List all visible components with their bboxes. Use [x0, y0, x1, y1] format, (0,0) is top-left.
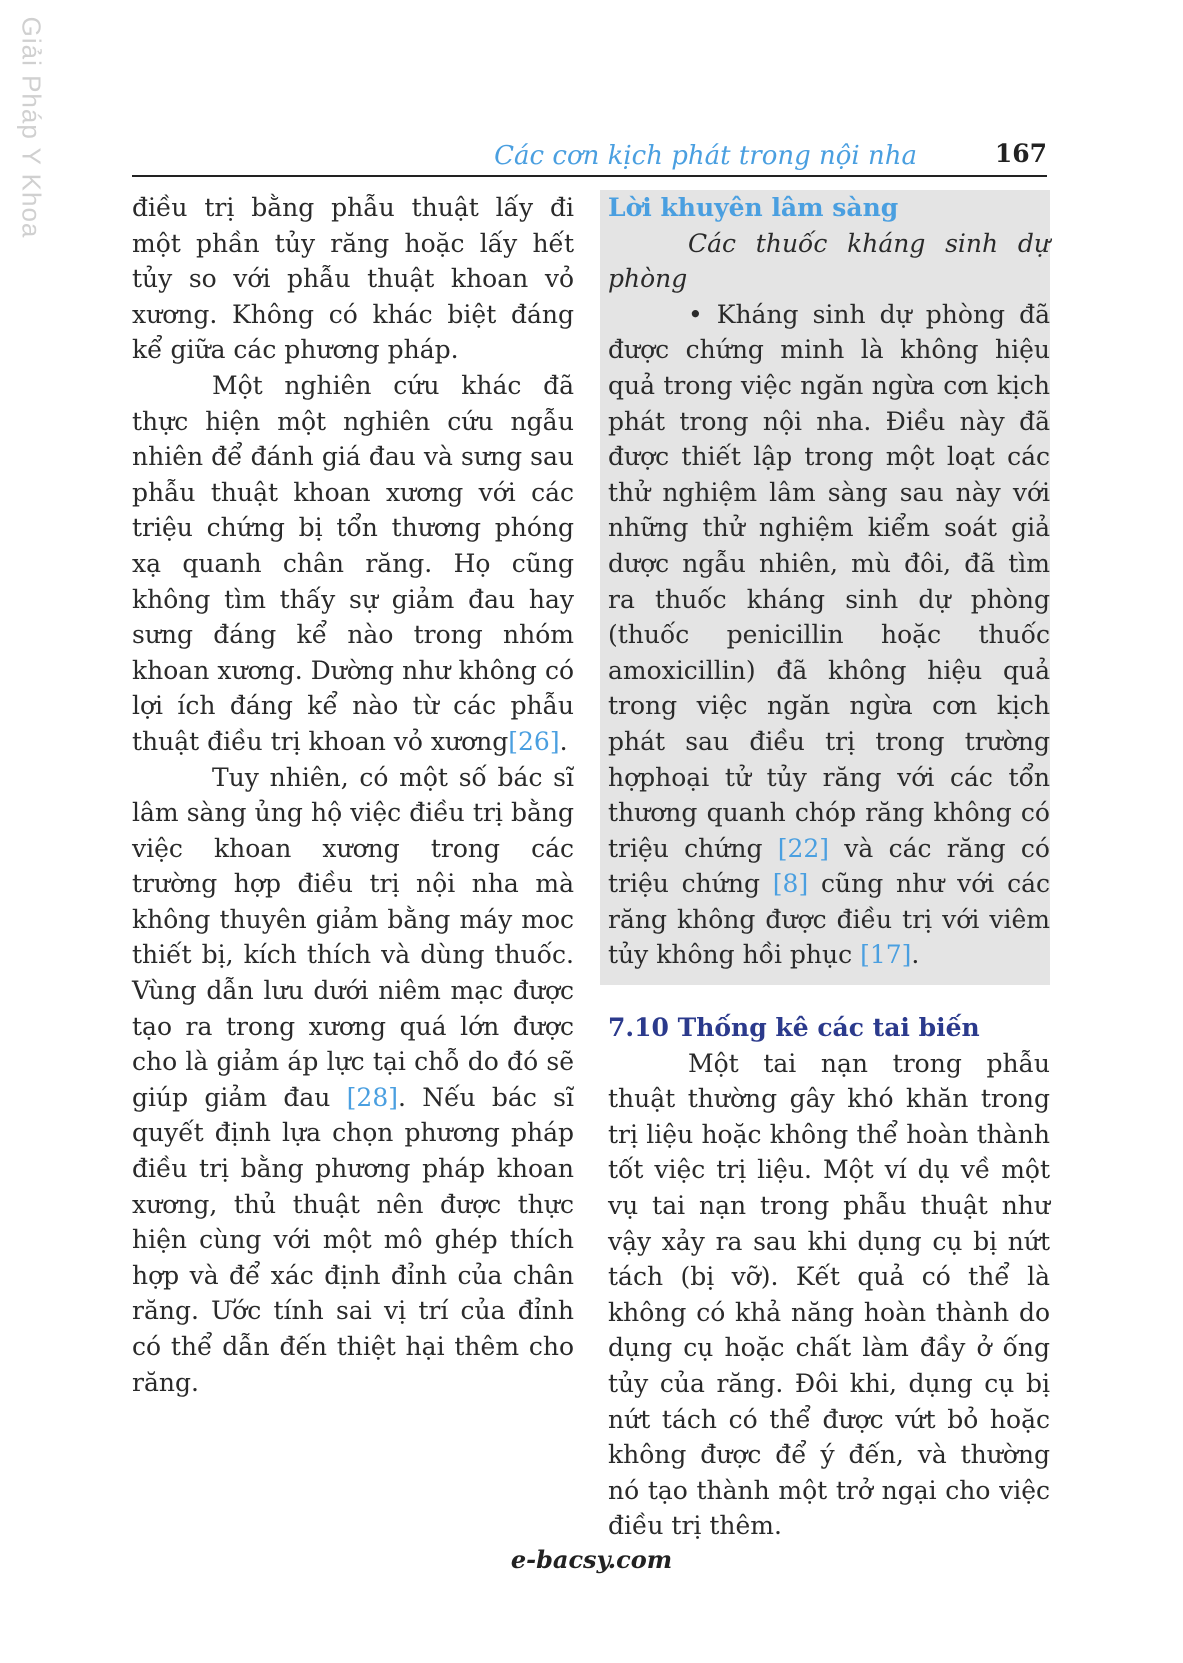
- watermark-text: Giải Pháp Y Khoa: [16, 16, 47, 239]
- chapter-title: Các cơn kịch phát trong nội nha: [494, 141, 917, 171]
- citation-26[interactable]: [26]: [508, 726, 560, 756]
- citation-22[interactable]: [22]: [777, 833, 830, 863]
- citation-28[interactable]: [28]: [346, 1082, 398, 1112]
- left-paragraph-1: điều trị bằng phẫu thuật lấy đi một phần tủy răng hoặc lấy hết tủy so với phẫu thuật khoan vỏ xương. Không có khác biệt đáng kể giữa các phương pháp.: [132, 193, 574, 365]
- left-paragraph-3: [132, 760, 574, 1401]
- left-paragraph-2-end: .: [559, 726, 568, 756]
- section-7-10: [608, 1010, 1050, 1544]
- citation-17[interactable]: [17]: [860, 940, 912, 970]
- tip-text-b: và các răng có triệu chứng: [608, 833, 1050, 899]
- page-number: 167: [994, 139, 1047, 168]
- clinical-tip-content: [608, 190, 1050, 973]
- left-column: [132, 190, 574, 1400]
- side-watermark: [14, 16, 48, 239]
- tip-text-d: .: [911, 940, 920, 970]
- clinical-tip-heading: Lời khuyên lâm sàng: [608, 193, 899, 222]
- left-paragraph-2-text: Một nghiên cứu khác đã thực hiện một nghiên cứu ngẫu nhiên để đánh giá đau và sưng sau phẫu thuật khoan xương với các triệu chứng bị tổn thương phóng xạ quanh chân răng. Họ cũng không tìm thấy sự giảm đau hay sưng đáng kể nào trong nhóm khoan xương. Dường như không có lợi ích đáng kể nào từ các phẫu thuật điều trị khoan vỏ xương: [132, 370, 574, 756]
- tip-text-a: • Kháng sinh dự phòng đã được chứng minh là không hiệu quả trong việc ngăn ngừa cơn kịch phát trong nội nha. Điều này đã được thiết lập trong một loạt các thử nghiệm lâm sàng sau này với những thử nghiệm kiểm soát giả dược ngẫu nhiên, mù đôi, đã tìm ra thuốc kháng sinh dự phòng (thuốc penicillin hoặc thuốc amoxicillin) đã không hiệu quả trong việc ngăn ngừa cơn kịch phát sau điều trị trong trường hợphoại tử tủy răng với các tổn thương quanh chóp răng không có triệu chứng: [608, 299, 1050, 863]
- page-footer: [0, 1545, 1183, 1574]
- footer-site[interactable]: e-bacsy.com: [510, 1545, 673, 1574]
- clinical-tip-subheading: Các thuốc kháng sinh dự phòng: [608, 228, 1050, 294]
- citation-8[interactable]: [8]: [772, 869, 809, 899]
- left-paragraph-2: [132, 368, 574, 760]
- section-heading: 7.10 Thống kê các tai biến: [608, 1013, 980, 1042]
- section-body: Một tai nạn trong phẫu thuật thường gây khó khăn trong trị liệu hoặc không thể hoàn thành tốt việc trị liệu. Một ví dụ về một vụ tai nạn trong phẫu thuật như vậy xảy ra sau khi dụng cụ bị nứt tách (bị vỡ). Kết quả có thể là không có khả năng hoàn thành do dụng cụ hoặc chất làm đầy ở ống tủy của răng. Đôi khi, dụng cụ bị nứt tách có thể được vứt bỏ hoặc không được để ý đến, và thường nó tạo thành một trở ngại cho việc điều trị thêm.: [608, 1048, 1050, 1541]
- clinical-tip-bullet: [608, 297, 1050, 973]
- tip-text-c: cũng như với các răng không được điều trị với viêm tủy không hồi phục: [608, 869, 1050, 970]
- left-paragraph-3-text-b: . Nếu bác sĩ quyết định lựa chọn phương pháp điều trị bằng phương pháp khoan xương, thủ thuật nên được thực hiện cùng với một mô ghép thích hợp và để xác định đỉnh của chân răng. Ước tính sai vị trí của đỉnh có thể dẫn đến thiệt hại thêm cho răng.: [132, 1082, 574, 1397]
- page-header: [132, 135, 1047, 177]
- left-paragraph-3-text-a: Tuy nhiên, có một số bác sĩ lâm sàng ủng hộ việc điều trị bằng việc khoan xương trong các trường hợp điều trị nội nha mà không thuyên giảm bằng máy moc thiết bị, kích thích và dùng thuốc. Vùng dẫn lưu dưới niêm mạc được tạo ra trong xương quá lớn được cho là giảm áp lực tại chỗ do đó sẽ giúp giảm đau: [132, 762, 574, 1112]
